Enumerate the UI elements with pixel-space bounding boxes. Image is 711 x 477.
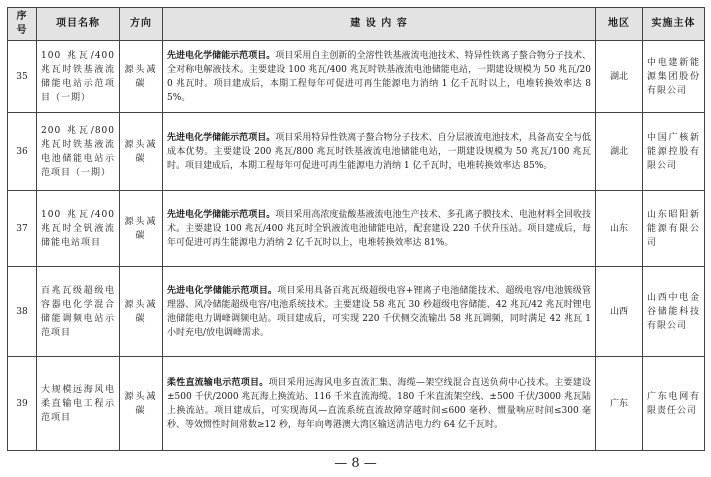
- table-row: [8, 41, 705, 113]
- cell-entity: 中电建新能源集团股份有限公司: [643, 41, 705, 113]
- content-title: 柔性直流输电示范项目。: [167, 377, 269, 388]
- cell-entity: 中国广核新能源控股有限公司: [643, 113, 705, 191]
- cell-entity: 广东电网有限责任公司: [643, 357, 705, 451]
- content-body: 项目采用自主创新的全溶性铁基液流电池技术、特异性铁离子螯合物分子技术、全对称电解液技术。主要建设 100 兆瓦/400 兆瓦时铁基液流电池储能电站，一期建设规模为 50 兆瓦/200 兆瓦时。项目建成后，本期工程每年可促进可再生能源电力消纳 1 亿千瓦时以上，电堆转换效率达 85%。: [167, 50, 591, 103]
- header-name: 项目名称: [37, 8, 120, 41]
- cell-region: 湖北: [596, 113, 643, 191]
- cell-no: 37: [8, 191, 37, 267]
- cell-region: 山东: [596, 191, 643, 267]
- cell-region: 湖北: [596, 41, 643, 113]
- header-region: 地区: [596, 8, 643, 41]
- cell-project-name: 大规模远海风电柔直输电工程示范项目: [37, 357, 120, 451]
- content-body: 项目采用远海风电多直流汇集、海缆—架空线混合直送负荷中心技术。主要建设±500 千伏/2000 兆瓦海上换流站、116 千米直流海缆、180 千米直流架空线、±500 千伏/3000 兆瓦陆上换流站。项目建成后，可实现海风—直流系统直流故障穿越时间≤600 毫秒、惯量响应时间≤300 毫秒、等效惯性时间常数≥12 秒，每年向粤港澳大湾区输送清洁电力约 64 亿千瓦时。: [167, 377, 591, 430]
- cell-content: [163, 41, 596, 113]
- content-body: 项目采用特异性铁离子螯合物分子技术、自分层液流电池技术，具备高安全与低成本优势。主要建设 200 兆瓦/800 兆瓦时铁基液流电池储能电站，一期建设规模为 50 兆瓦/100 兆瓦时。项目建成后，本期工程每年可促进可再生能源电力消纳 1 亿千瓦时，电堆转换效率达 85%。: [167, 132, 591, 171]
- content-body: 项目采用具备百兆瓦级超级电容+锂离子电池储能技术、超级电容/电池簇级管理器、风冷储能超级电容/电池系统技术。主要建设 58 兆瓦 30 秒超级电容储能、42 兆瓦/42 兆瓦时锂电池储能电力调峰调频电站。项目建成后，可实现 220 千伏侧交流输出 58 兆瓦调频，同时满足 42 兆瓦 1 小时充电/放电调峰需求。: [167, 285, 591, 338]
- header-entity: 实施主体: [643, 8, 705, 41]
- table-header-row: [8, 8, 705, 41]
- cell-direction: 源头减碳: [120, 41, 163, 113]
- cell-entity: 山东昭阳新能源有限公司: [643, 191, 705, 267]
- cell-project-name: 200 兆瓦/800 兆瓦时铁基液流电池储能电站示范项目（一期）: [37, 113, 120, 191]
- table-row: [8, 357, 705, 451]
- page-number: — 8 —: [334, 456, 377, 471]
- cell-project-name: 百兆瓦级超级电容器电化学混合储能调频电站示范项目: [37, 267, 120, 357]
- cell-direction: 源头减碳: [120, 113, 163, 191]
- content-title: 先进电化学储能示范项目。: [167, 209, 276, 220]
- cell-direction: 源头减碳: [120, 191, 163, 267]
- table-row: [8, 113, 705, 191]
- content-body: 项目采用高浓度盐酸基液流电池生产技术、多孔离子膜技术、电池材料全回收技术。主要建设 100 兆瓦/400 兆瓦时全钒液流电池储能电站，配套建设 220 千伏升压站。项目建成后，每年可促进可再生能源电力消纳 2 亿千瓦时以上，电堆转换效率达 81%。: [167, 209, 591, 248]
- cell-region: 广东: [596, 357, 643, 451]
- cell-content: [163, 113, 596, 191]
- cell-content: [163, 191, 596, 267]
- cell-entity: 山西中电金谷储能科技有限公司: [643, 267, 705, 357]
- cell-direction: 源头减碳: [120, 357, 163, 451]
- table-row: [8, 267, 705, 357]
- header-direction: 方向: [120, 8, 163, 41]
- cell-content: [163, 267, 596, 357]
- header-no: 序号: [8, 8, 37, 41]
- table-row: [8, 191, 705, 267]
- cell-no: 35: [8, 41, 37, 113]
- cell-project-name: 100 兆瓦/400 兆瓦时全钒液流储能电站项目: [37, 191, 120, 267]
- content-title: 先进电化学储能示范项目。: [167, 132, 276, 143]
- cell-no: 39: [8, 357, 37, 451]
- cell-project-name: 100 兆瓦/400 兆瓦时铁基液流储能电站示范项目（一期）: [37, 41, 120, 113]
- cell-no: 38: [8, 267, 37, 357]
- cell-content: [163, 357, 596, 451]
- content-title: 先进电化学储能示范项目。: [167, 285, 278, 296]
- cell-no: 36: [8, 113, 37, 191]
- content-title: 先进电化学储能示范项目。: [167, 50, 276, 61]
- cell-region: 山西: [596, 267, 643, 357]
- cell-direction: 源头减碳: [120, 267, 163, 357]
- header-content: 建 设 内 容: [163, 8, 596, 41]
- projects-table: [7, 7, 705, 451]
